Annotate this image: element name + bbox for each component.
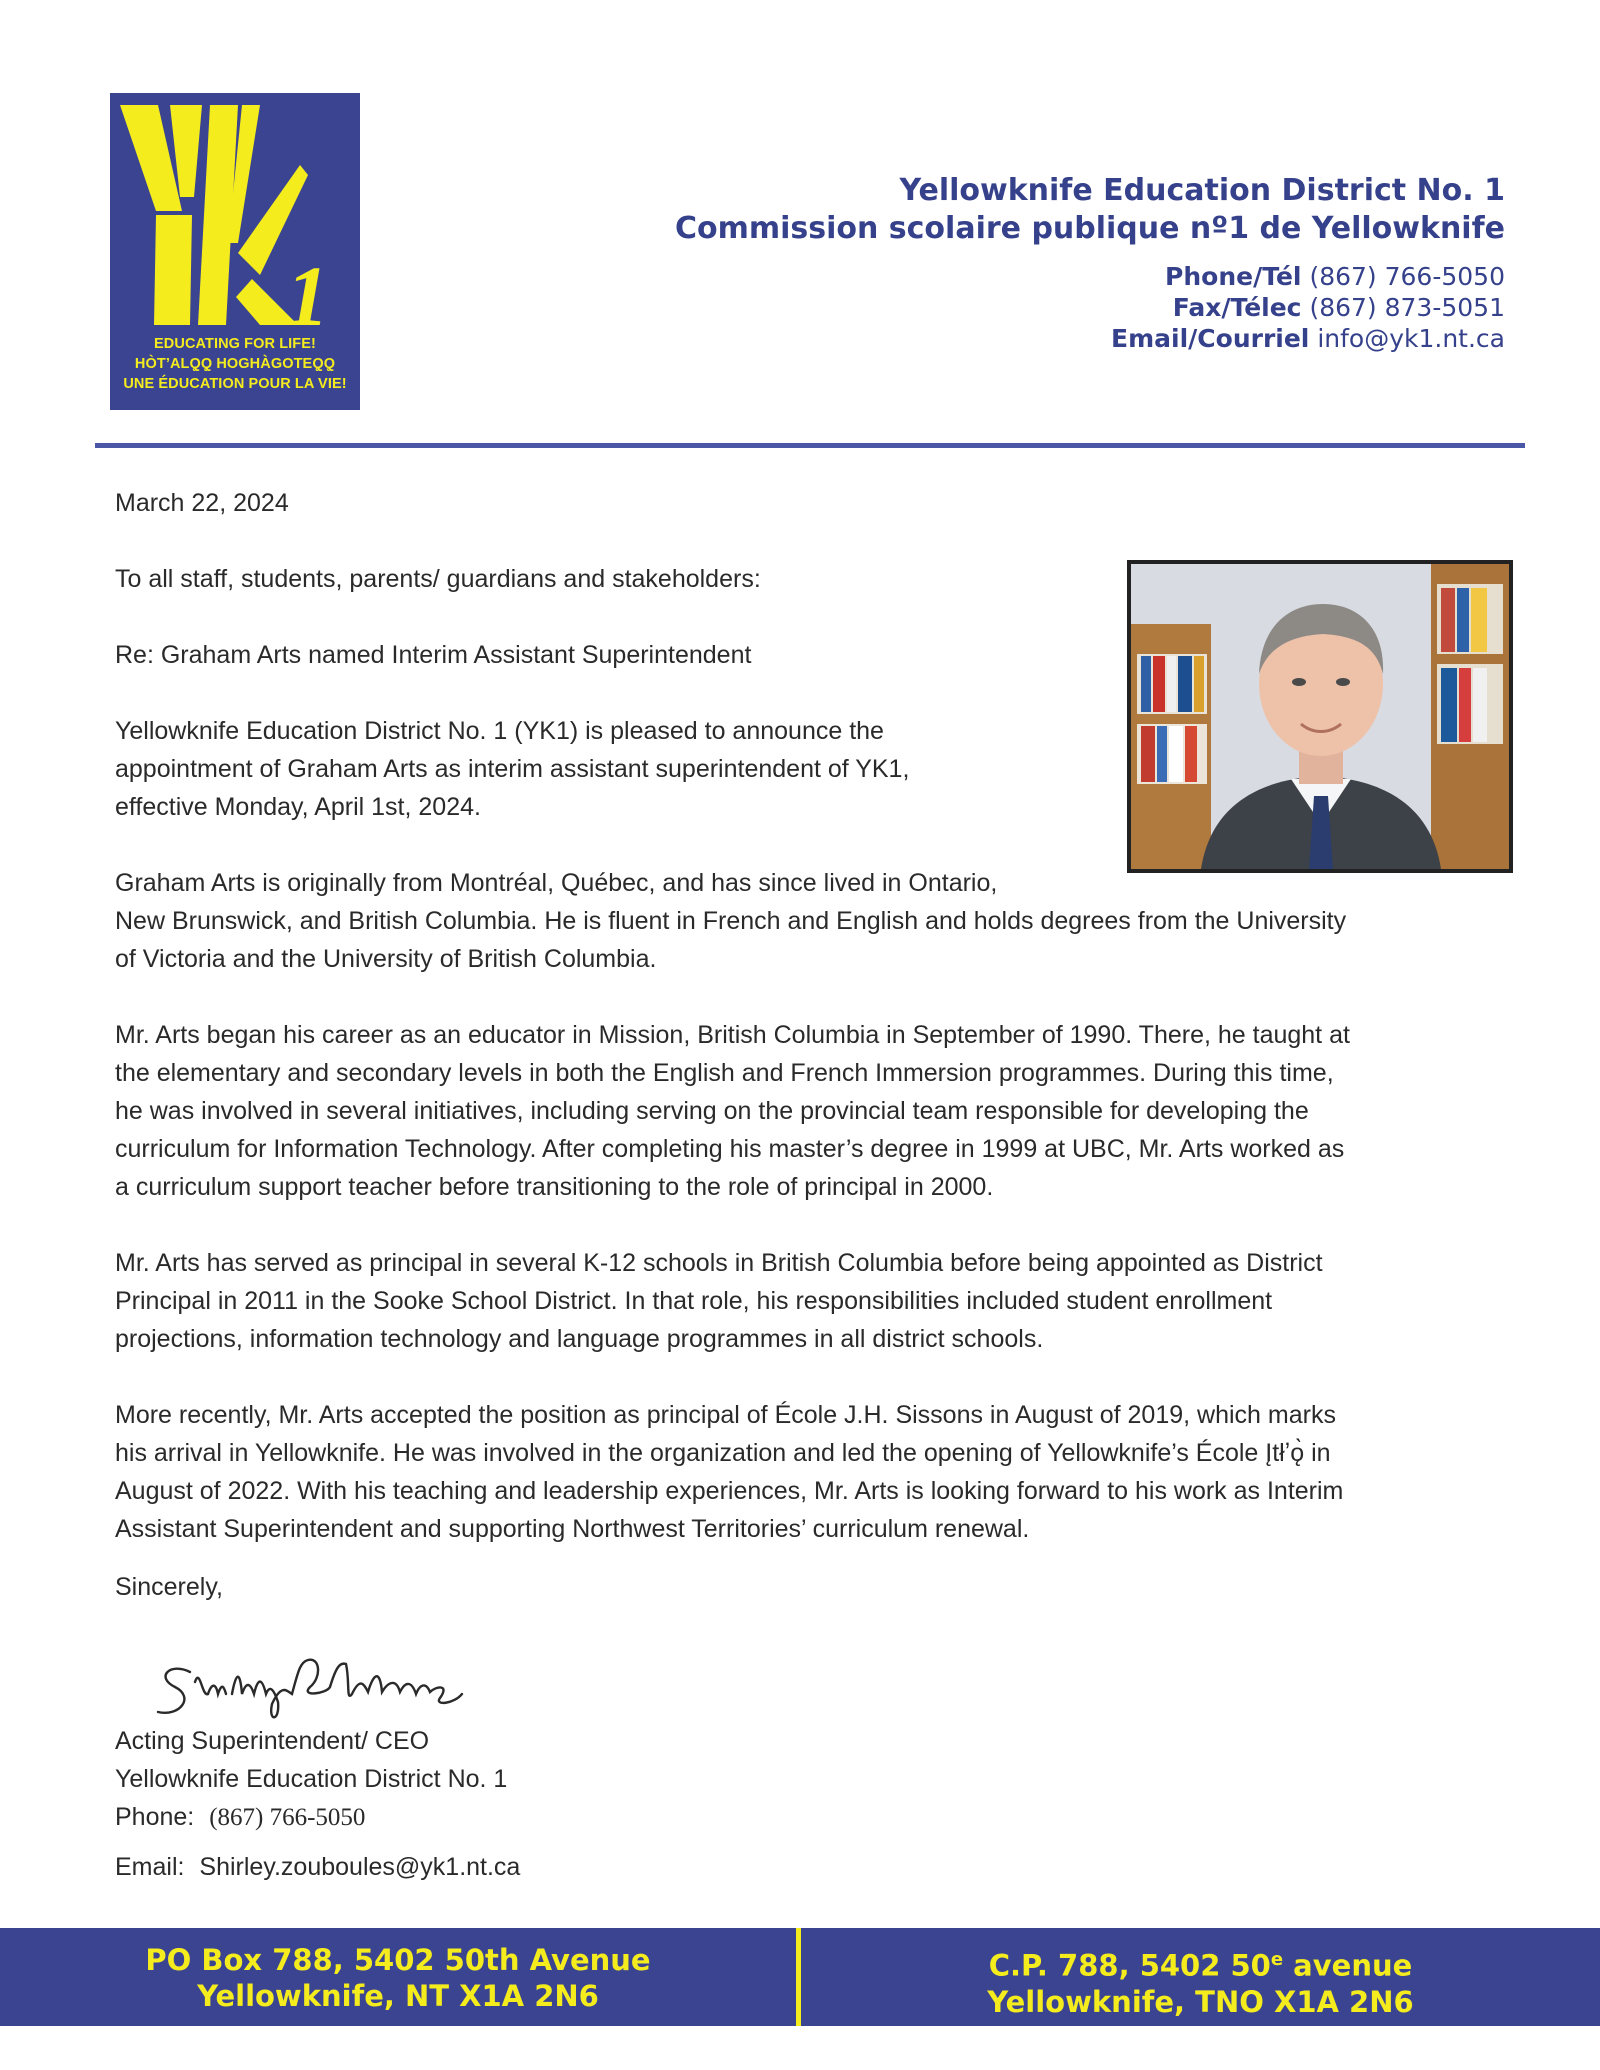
header-email	[1111, 324, 1505, 353]
text-line: New Brunswick, and British Columbia. He is fluent in French and English and holds degrees from the University	[115, 907, 1347, 935]
fax-label: Fax/Télec	[1172, 293, 1302, 322]
letter-salutation: To all staff, students, parents/ guardians and stakeholders:	[115, 565, 761, 593]
district-logo	[110, 93, 360, 410]
paragraph-announcement	[115, 712, 909, 826]
text-line: Assistant Superintendent and supporting Northwest Territories’ curriculum renewal.	[115, 1515, 1030, 1543]
letter-closing: Sincerely,	[115, 1573, 223, 1601]
fax-value: (867) 873-5051	[1309, 293, 1505, 322]
signer-title: Acting Superintendent/ CEO	[115, 1727, 430, 1755]
signer-email	[115, 1848, 520, 1886]
district-name-en: Yellowknife Education District No. 1	[899, 173, 1505, 208]
district-name-fr: Commission scolaire publique nº1 de Yellowknife	[674, 211, 1505, 246]
portrait-photo	[1127, 560, 1513, 873]
signer-phone	[115, 1798, 365, 1837]
text-line: Yellowknife Education District No. 1 (YK1) is pleased to announce the	[115, 717, 884, 745]
paragraph-principal	[115, 1244, 1323, 1358]
signer-phone-value: (867) 766-5050	[209, 1804, 366, 1831]
text-line: Mr. Arts began his career as an educator in Mission, British Columbia in September of 1990. There, he taught at	[115, 1021, 1350, 1049]
email-label: Email/Courriel	[1111, 324, 1310, 353]
footer-address-bar	[0, 1928, 1600, 2026]
address-en-line2: Yellowknife, NT X1A 2N6	[197, 1979, 599, 2013]
text-line: Principal in 2011 in the Sooke School District. In that role, his responsibilities included student enrollment	[115, 1287, 1273, 1315]
text-line: of Victoria and the University of British Columbia.	[115, 945, 657, 973]
phone-label: Phone/Tél	[1165, 262, 1302, 291]
signer-phone-label: Phone:	[115, 1803, 195, 1831]
text-line: a curriculum support teacher before transitioning to the role of principal in 2000.	[115, 1173, 994, 1201]
svg-text:1: 1	[286, 248, 329, 344]
logo-tagline-en: EDUCATING FOR LIFE!	[154, 336, 316, 352]
portrait-image	[1131, 564, 1509, 869]
text-line: he was involved in several initiatives, including serving on the provincial team responsible for developing the	[115, 1097, 1309, 1125]
text-line: effective Monday, April 1st, 2024.	[115, 793, 481, 821]
text-line: the elementary and secondary levels in both the English and French Immersion programmes. During this time,	[115, 1059, 1334, 1087]
address-fr-line1: C.P. 788, 5402 50e avenue	[988, 1948, 1413, 1983]
letter-subject: Re: Graham Arts named Interim Assistant Superintendent	[115, 641, 752, 669]
address-en-line1: PO Box 788, 5402 50th Avenue	[145, 1943, 651, 1977]
address-fr	[801, 1942, 1600, 2020]
address-en	[0, 1942, 796, 2014]
paragraph-career	[115, 1016, 1350, 1206]
signer-email-value: Shirley.zouboules@yk1.nt.ca	[199, 1853, 521, 1881]
phone-value: (867) 766-5050	[1309, 262, 1505, 291]
text-line: Mr. Arts has served as principal in several K-12 schools in British Columbia before being appointed as District	[115, 1249, 1323, 1277]
text-line: August of 2022. With his teaching and leadership experiences, Mr. Arts is looking forward to his work as Interim	[115, 1477, 1344, 1505]
logo-tagline-fr: UNE ÉDUCATION POUR LA VIE!	[123, 376, 347, 392]
header-fax	[1173, 293, 1505, 322]
letter-date: March 22, 2024	[115, 489, 289, 517]
logo-tagline-dene: HÒT’ALQ̨Q̨ HOGHÀGOTEQ̨Q̨	[134, 356, 336, 372]
text-line: curriculum for Information Technology. After completing his master’s degree in 1999 at UBC, Mr. Arts worked as	[115, 1135, 1345, 1163]
address-fr-line2: Yellowknife, TNO X1A 2N6	[987, 1984, 1414, 2019]
text-line: his arrival in Yellowknife. He was involved in the organization and led the opening of Yellowknife’s École Įtłʼǫ̀ in	[115, 1439, 1331, 1467]
text-line: projections, information technology and language programmes in all district schools.	[115, 1325, 1044, 1353]
header-divider	[95, 443, 1525, 448]
text-line: More recently, Mr. Arts accepted the position as principal of École J.H. Sissons in August of 2019, which marks	[115, 1401, 1336, 1429]
text-line: Graham Arts is originally from Montréal, Québec, and has since lived in Ontario,	[115, 869, 998, 897]
text-line: appointment of Graham Arts as interim assistant superintendent of YK1,	[115, 755, 910, 783]
signer-organization: Yellowknife Education District No. 1	[115, 1765, 508, 1793]
header-phone	[1165, 262, 1505, 291]
signer-email-label: Email:	[115, 1853, 185, 1881]
paragraph-background	[115, 864, 1346, 978]
paragraph-recent	[115, 1396, 1343, 1548]
email-value: info@yk1.nt.ca	[1317, 324, 1505, 353]
